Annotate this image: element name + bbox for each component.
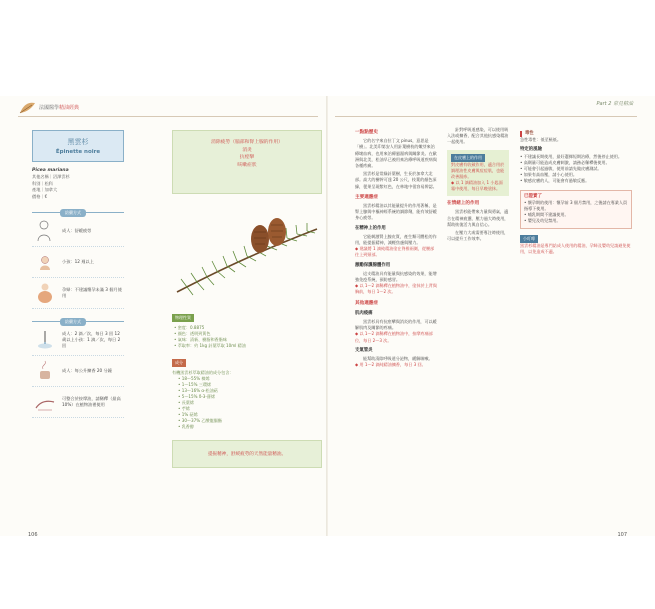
- header-rule-right: [335, 116, 637, 117]
- oil-name-box: [32, 130, 124, 162]
- section-divider: [32, 318, 124, 325]
- toxicity-text: 急性毒性：低至極低。: [520, 137, 561, 143]
- component-item: • 30～37% 乙酸龍腦酯: [178, 418, 222, 423]
- usage-text: 可整合於按摩油，請稀釋（最高 10%）在植物油裡使用: [62, 396, 121, 408]
- section-tag: 給藥方式: [60, 318, 86, 326]
- usage-row: [32, 216, 124, 247]
- right-column-3: [520, 125, 632, 255]
- indication-line: 消炎: [242, 147, 252, 153]
- component-item: • 18～55% 樟烯: [178, 376, 210, 381]
- composition-intro: 有機黑雲杉萃取精油的成分包含：: [172, 370, 234, 375]
- protocol-line: ◆ 以 1～2 滴稀釋在植物油中，按摩疼痛部位，每日 2～3 次。: [355, 331, 433, 343]
- component-item: • 5～15% δ-3-蒈烯: [178, 394, 216, 399]
- meta-line: 價格｜€: [32, 193, 48, 199]
- risk-heading: 特定的風險: [520, 147, 542, 153]
- usage-row: [32, 247, 124, 278]
- page-number-right: 107: [617, 532, 627, 538]
- indication-line: 咳嗽症狀: [237, 162, 257, 168]
- proven-box: [520, 190, 632, 229]
- risk-item: • 高劑量可能造成皮膚刺激，請務必稀釋後使用。: [520, 159, 610, 165]
- massage-hand-icon: [32, 390, 58, 414]
- toxicity-tag: 毒性: [520, 131, 537, 137]
- spruce-branch-illustration: [172, 194, 322, 304]
- summary-quote: 提振精神，舒緩疲勞的天然能量精油。: [172, 440, 322, 468]
- paragraph: 在壓力大或需要專注時使用，可以提升工作效率。: [447, 230, 509, 242]
- oil-name-fr: Épinette noire: [55, 149, 101, 155]
- adult-figure-icon: [32, 219, 58, 243]
- section-divider: [32, 209, 124, 216]
- oil-meta: [32, 168, 124, 200]
- meta-line: 產地｜加拿大: [32, 187, 58, 193]
- protocol-line: ◆ 建議將 1 滴純精油塗在脊椎兩側，從腰部往上到頸部。: [355, 246, 435, 258]
- component-item: • 長葉烯: [178, 400, 194, 405]
- running-header-left: [18, 100, 79, 114]
- paragraph: 針對呼吸道感染，可以使用吸入法或擴香，配合其他抗感染精油一起使用。: [447, 127, 509, 145]
- usage-row: [32, 356, 124, 387]
- property-item: • 密度：0.8875: [174, 325, 205, 330]
- right-column-2: [447, 125, 509, 242]
- composition-tag: 成分: [172, 359, 186, 367]
- component-item: • 1～15% 三環烯: [178, 382, 212, 387]
- component-item: • 1% 萜烯: [178, 412, 198, 417]
- property-item: • 萃取率：約 1kg 針葉萃取 10ml 精油: [174, 343, 246, 348]
- risk-item: • 不建議長期使用，最好選擇短期治療，然後停止使用。: [520, 153, 622, 159]
- properties-tag: 物理性質: [172, 314, 194, 322]
- property-item: • 氣味：清新、樹脂和香脂味: [174, 337, 227, 342]
- subheading: 在精神上的作用: [355, 225, 386, 231]
- heading-other: 其他適應症: [355, 300, 378, 306]
- note-box: [520, 235, 632, 255]
- usage-text: 孕婦：不建議懷孕未滿 3 個月使用: [62, 287, 122, 299]
- indication-line: 抗痙攣: [239, 155, 255, 160]
- usage-text: 成人：舒緩疲勞: [62, 228, 92, 234]
- property-item: • 顏色：透明到黃色: [174, 331, 211, 336]
- usage-text: 成人：2 滴／次，每日 3 回 12 歲以上小孩：1 滴／次，每日 2 回: [62, 331, 121, 349]
- header-rule-left: [18, 116, 318, 117]
- diffuser-icon: [32, 359, 58, 383]
- skin-box: [447, 150, 509, 197]
- leaf-icon: [18, 100, 36, 114]
- paragraph: 能幫助清除呼吸道分泌物，緩解咳嗽。: [363, 356, 433, 362]
- child-figure-icon: [32, 250, 58, 274]
- properties-list: [172, 325, 322, 349]
- series-title: 法國醫學精油經典: [39, 104, 80, 111]
- paragraph: 它的名字來自拉丁文 pinus，意思是「樹」。北美印第安人用針葉樹枝的嫩芽來治療壞血病，也用來治療風濕病與關節炎。在歐洲與北美，松油早已被用來治療呼吸道疾病與各種疼痛。: [355, 138, 437, 169]
- usage-text: 成人：每公升擴香 20 分鐘: [62, 368, 112, 374]
- heading-emotion: 在情緒上的作用: [447, 201, 480, 207]
- dropper-icon: [32, 328, 58, 352]
- oil-name-zh: 黑雲杉: [67, 138, 89, 146]
- indication-line: 消除疲勞（腦部和腎上腺的作用）: [211, 140, 283, 145]
- skin-tag: 在皮膚上的作用: [451, 154, 485, 162]
- paragraph: 黑雲杉能帶來力量與勇氣，適合在精神疲憊、壓力過大時使用，幫助恢復活力與自信心。: [447, 209, 509, 227]
- subheading: 激勵保護腺體作用: [355, 262, 391, 268]
- composition-list: [172, 376, 322, 430]
- risk-item: • 可能會引起過敏，使用前請先做皮膚測試。: [520, 166, 602, 172]
- usage-row: [32, 325, 124, 356]
- note-tag: 小叮嚀: [520, 235, 538, 243]
- heading-history: 一點點歷史: [355, 130, 378, 135]
- subheading: 支氣管炎: [355, 347, 373, 353]
- heading-indications: 主要適應症: [355, 194, 378, 200]
- proven-item: • 嬰兒及幼兒禁用。: [524, 218, 561, 224]
- meta-line: 其他名稱｜沼澤雲杉: [32, 174, 70, 180]
- usage-row: [32, 278, 124, 309]
- pregnant-figure-icon: [32, 281, 58, 305]
- section-tag: 給藥方式: [60, 209, 86, 217]
- protocol-line: ◆ 以 1 滴精油加入 1 小匙面霜中使用，每日早晚塗抹。: [451, 179, 503, 192]
- component-item: • 13～16% α-松油萜: [178, 388, 218, 393]
- middle-column: [172, 130, 322, 468]
- indications-card: [172, 130, 322, 194]
- oil-profile: [32, 130, 124, 418]
- risk-item: • 敏感皮膚的人，可能會有過敏反應。: [520, 178, 590, 184]
- paragraph: 黑雲杉是常綠針葉樹，生長於加拿大北部。高大的樹幹可達 20 公尺，枝葉的顏色深綠，毬果呈現紫紅色，在林地中很容易辨認。: [355, 171, 437, 189]
- paragraph: 黑雲杉精油以其能量提升的作用著稱，是腎上腺與中樞神經系統的調節劑，能有效舒緩身心疲勞。: [355, 203, 437, 221]
- proven-item: • 懷孕期的使用：懷孕前 3 個月禁用，之後請在專業人員指導下使用。: [524, 199, 628, 212]
- subheading: 肌肉痠痛: [355, 310, 373, 316]
- usage-text: 小孩：12 週以上: [62, 259, 94, 265]
- component-item: • 乳香醇: [178, 424, 194, 429]
- paragraph: 它能刺激腎上腺皮質，產生類可體松的作用，能提振精神，減輕焦慮與壓力。: [355, 233, 437, 246]
- paragraph: 這支精油具有能量與抗感染的效果，能增強免疫系統，預防感冒。: [355, 270, 437, 283]
- note-text: 黑雲杉精油是專門給成人使用的精油，孕婦及嬰幼兒請避免使用，以免造成不適。: [520, 242, 631, 254]
- skin-text: 對皮膚有收斂作用，適合用於調理油性皮膚與痘痘肌，也能改善濕疹。: [451, 161, 505, 179]
- protocol-line: ◆ 以 1～2 滴稀釋在植物油中，塗抹於上背與胸前，每日 1～2 次。: [355, 283, 437, 295]
- proven-title: 已證實了: [524, 193, 542, 199]
- running-header-right: Part 2 常見精油: [596, 101, 633, 107]
- page-number-left: 106: [28, 532, 38, 538]
- component-item: • 苧烯: [178, 406, 190, 411]
- proven-item: • 哺乳期間不建議使用。: [524, 212, 569, 218]
- paragraph: 黑雲杉具有抗痙攣與消炎的作用，可以緩解肌肉及關節的疼痛。: [355, 319, 437, 331]
- latin-name: Picea mariana: [32, 168, 69, 173]
- risk-item: • 如果有高血壓，請小心使用。: [520, 172, 577, 178]
- protocol-line: ◆ 用 1～2 滴純精油擴香，每日 3 回。: [355, 362, 426, 368]
- right-column-1: [355, 125, 437, 369]
- meta-line: 科別｜松科: [32, 180, 53, 186]
- usage-row: [32, 387, 124, 418]
